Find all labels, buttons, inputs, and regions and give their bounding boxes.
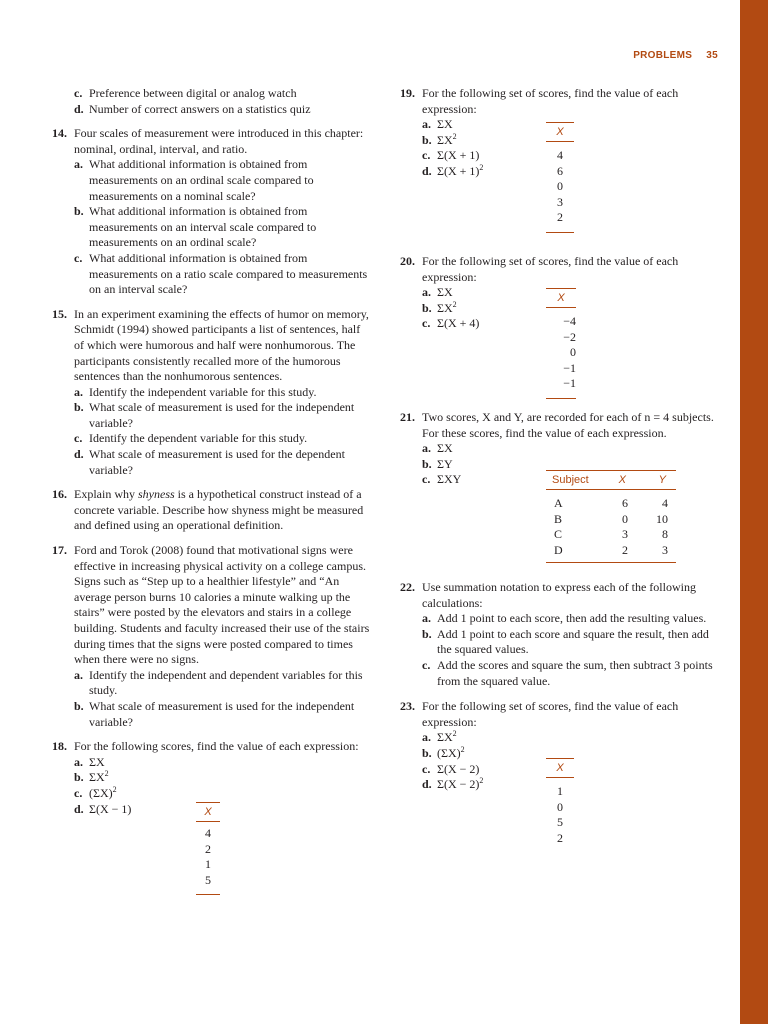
table-cell: −4 (563, 314, 576, 328)
problem-18: 18. For the following scores, find the value of each expression: a. ΣX b. $\Sigma X^2$ c. $(\Sigma X)^2$ d. Σ(X − 1) (52, 739, 359, 816)
table-cell: 4 (557, 148, 563, 162)
table-cell: 0 (557, 799, 563, 814)
table-row: A 6 4 (554, 496, 668, 510)
table-row: C 3 8 (554, 527, 668, 542)
problem-14: 14. Four scales of measurement were introduced in this chapter: nominal, ordinal, interval, and ratio. a. What additional information is obtained from measurements on an ordinal scale compared to measurements on a nominal scale? b. What additional information is obtained from measurements on an interval scale compared to measurements on an ordinal scale? c. What additional information is obtained from measurements on a ratio scale compared to measurements on an interval scale? (52, 126, 368, 297)
running-header (633, 50, 718, 61)
section-title: PROBLEMS (633, 50, 693, 61)
problem-21: 21. Two scores, X and Y, are recorded for each of n = 4 subjects. For these scores, find the value of each expression. a. ΣX b. ΣY c. ΣXY (400, 410, 714, 487)
table-cell: 1 (557, 784, 563, 798)
problem-22: 22. Use summation notation to express each of the following calculations: a. Add 1 point to each score, then add the resulting values. b. Add 1 point to each score and square the result, then add the squared values. c. Add the scores and square the sum, then subtract 3 points from the squared value. (400, 580, 713, 688)
problem-13c: c. Preference between digital or analog watch (74, 86, 297, 100)
table-cell: −1 (563, 376, 576, 391)
table-cell: 5 (557, 815, 563, 830)
page-number: 35 (706, 50, 718, 61)
problem-20: 20. For the following set of scores, find the value of each expression: a. ΣX b. $\Sigma X^2$ c. Σ(X + 4) (400, 254, 679, 331)
problem-17: 17. Ford and Torok (2008) found that motivational signs were effective in increasing physical activity on a college campus. Signs such as “Step up to a healthier lifestyle” and “An average person burns 10 calories a minute walking up the stairs” were posted by the elevators and stairs in a college building. Students and faculty increased their use of the stairs during times that the signs were posted compared to times when there were no signs. a. Identify the independent and dependent variables for this study. b. What scale of measurement is used for the independent variable? (52, 543, 370, 729)
table-23: X 1 0 5 2 (546, 758, 574, 846)
table-19: X 4 6 0 3 2 (546, 122, 574, 233)
problem-13d: d. Number of correct answers on a statistics quiz (74, 101, 311, 116)
left-column (52, 86, 370, 817)
page-edge-bar (740, 0, 768, 1024)
table-20: X −4 −2 0 −1 −1 (546, 288, 576, 399)
table-row: D 2 3 (554, 542, 668, 557)
table-row: B 0 10 (554, 511, 668, 526)
table-cell: 4 (205, 826, 211, 840)
table-cell: 0 (570, 345, 576, 360)
table-cell: 1 (205, 857, 211, 872)
table-cell: −2 (563, 329, 576, 344)
table-cell: 3 (557, 194, 563, 209)
table-cell: 2 (557, 210, 563, 225)
table-cell: 0 (557, 179, 563, 194)
table-cell: 2 (205, 841, 211, 856)
table-21: Subject X Y A 6 4 B 0 10 C 3 8 D 2 3 (546, 470, 676, 563)
problem-19: 19. For the following set of scores, find the value of each expression: a. ΣX b. $\Sigma X^2$ c. Σ(X + 1) d. $\Sigma(X + 1)^2$ (400, 86, 679, 178)
problem-23: 23. For the following set of scores, find the value of each expression: a. $\Sigma X^2$ b. $(\Sigma X)^2$ c. Σ(X − 2) d. $\Sigma(X - 2)^2$ (400, 699, 679, 792)
table-cell: 2 (557, 830, 563, 845)
table-cell: −1 (563, 360, 576, 375)
problem-16: 16. Explain why shyness is a hypothetical construct instead of a concrete variable. Describe how shyness might be measured and defined using an operational definition. (52, 487, 364, 533)
table-18: X 4 2 1 5 (196, 802, 220, 895)
problem-15: 15. In an experiment examining the effects of humor on memory, Schmidt (1994) showed participants a list of sentences, half of which were humorous and half were nonhumorous. The participants consistently recalled more of the humorous sentences than the nonhumorous sentences. a. Identify the independent variable for this study. b. What scale of measurement is used for the independent variable? c. Identify the dependent variable for this study. d. What scale of measurement is used for the dependent variable? (52, 306, 369, 477)
table-cell: 6 (557, 163, 563, 178)
table-cell: 5 (205, 872, 211, 887)
